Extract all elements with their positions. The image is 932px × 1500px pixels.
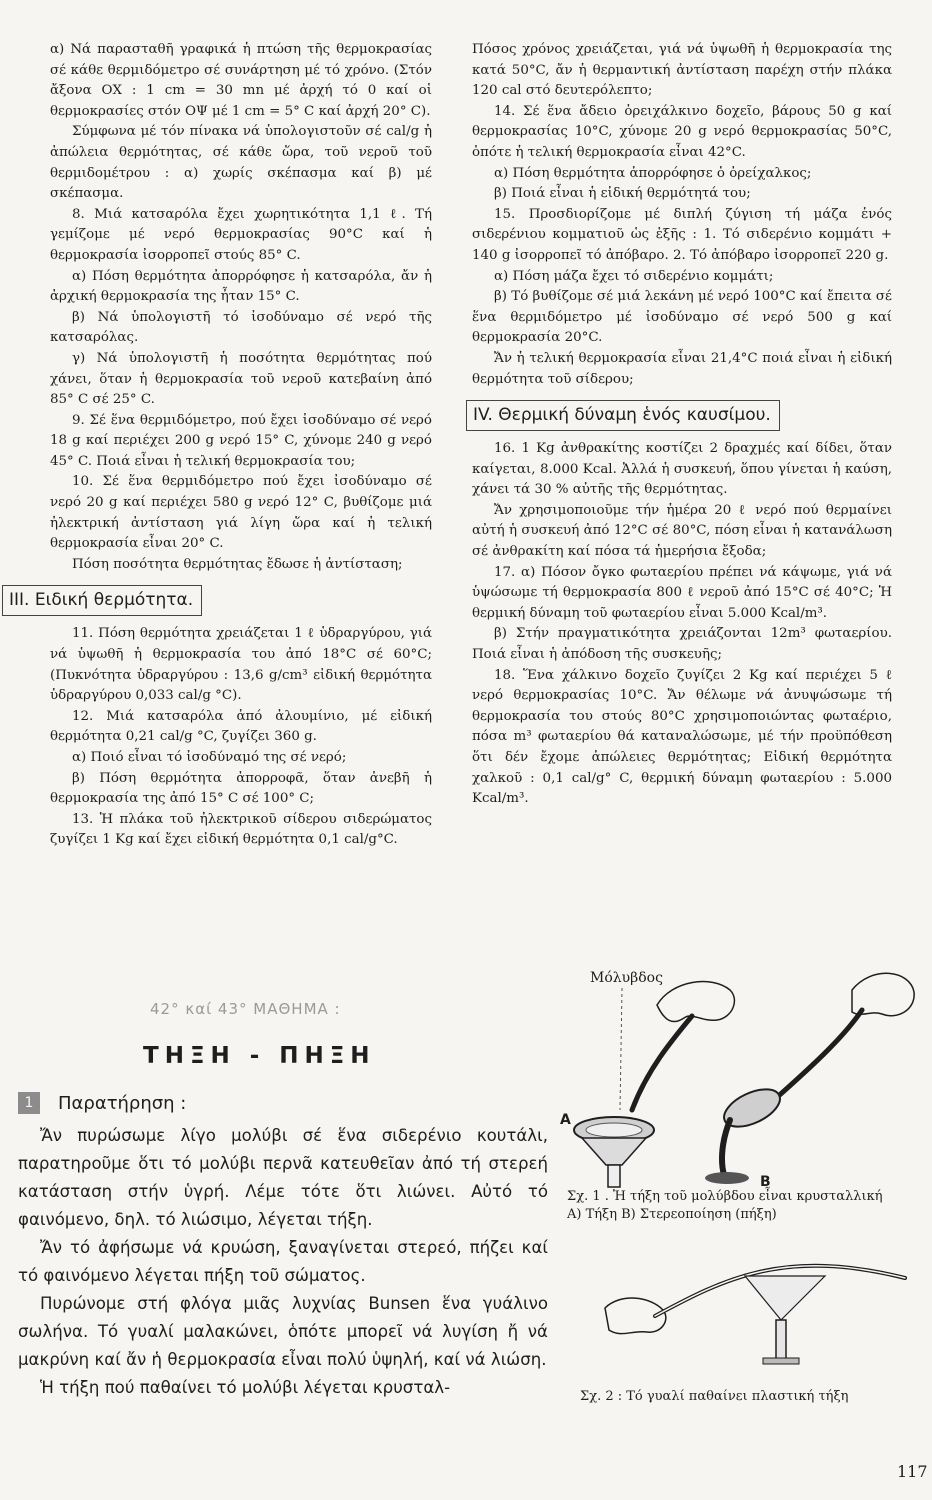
figure1-caption [567,1188,907,1224]
paragraph: Ἄν πυρώσωμε λίγο μολύβι σέ ἕνα σιδερένιο κουτάλι, παρατηροῦμε ὅτι τό μολύβι περνᾶ κατευθεῖαν ἀπό τή στερεή κατάσταση στήν ὑγρή. Λέμε τότε ὅτι λιώνει. Αὐτό τό φαινόμενο, δηλ. τό λιώσιμο, λέγεται τήξη. [18,1126,548,1229]
burner-base [763,1358,799,1364]
figure-label-a: A [560,1112,571,1128]
paragraph: β) Πόση θερμότητα ἀπορροφᾶ, ὅταν ἀνεβῆ ἡ θερμοκρασία της ἀπό 15° C σέ 100° C; [50,770,432,807]
page-number: 117 [897,1462,928,1481]
chapter-title: ΤΗΞΗ - ΠΗΞΗ [143,1043,376,1069]
paragraph: β) Τό βυθίζομε σέ μιά λεκάνη μέ νερό 100°C καί ἔπειτα σέ ἕνα θερμιδόμετρο μέ ἰσοδύναμο σέ νερό 500 g καί θερμοκρασία 20°C. [472,289,892,346]
exercise-16: 16. 1 Kg ἀνθρακίτης κοστίζει 2 δραχμές καί δίδει, ὅταν καίγεται, 8.000 Kcal. Ἀλλά ἡ συσκευή, ὅπου γίνεται ἡ καύση, χάνει τά 30 % αὐτῆς τῆς θερμότητας. [472,441,892,498]
right-column [472,40,892,810]
figure-melting-lead [552,960,922,1190]
lead-puddle [705,1172,749,1184]
exercise-14: 14. Σέ ἕνα ἄδειο ὀρειχάλκινο δοχεῖο, βάρους 50 g καί θερμοκρασίας 10°C, χύνομε 20 g νερό θερμοκρασίας 50°C, ὁπότε ἡ τελική θερμοκρασία εἶναι 42°C. [472,103,892,160]
paragraph: β) Ποιά εἶναι ἡ εἰδική θερμότητά του; [494,186,751,202]
figure-glass-tube [585,1238,915,1368]
paragraph: Πόσος χρόνος χρειάζεται, γιά νά ὑψωθῆ ἡ θερμοκρασία της κατά 50°C, ἄν ἡ θερμαντική ἀντίσταση παρέχη στήν πλάκα 120 cal στό δευτερόλεπτο; [472,42,892,99]
funnel-stem [608,1165,620,1187]
paragraph: Πόση ποσότητα θερμότητας ἔδωσε ἡ ἀντίσταση; [72,556,403,572]
observation-heading: Παρατήρηση : [58,1092,187,1114]
exercise-8: 8. Μιά κατσαρόλα ἔχει χωρητικότητα 1,1 ℓ. Τή γεμίζομε μέ νερό θερμοκρασίας 90°C καί ἡ θερμοκρασία ἰσορροπεῖ στούς 85° C. [50,206,432,263]
caption-line: Σχ. 1 . Ἡ τήξη τοῦ μολύβδου εἶναι κρυσταλλική [567,1189,883,1204]
paragraph: Ἄν τό ἀφήσωμε νά κρυώση, ξαναγίνεται στερεό, πήζει καί τό φαινόμενο λέγεται πήξη τοῦ σώματος. [18,1238,548,1285]
figure-label-b: B [760,1174,771,1190]
paragraph: γ) Νά ὑπολογιστῆ ἡ ποσότητα θερμότητας πού χάνει, ὅταν ἡ θερμοκρασία τοῦ νεροῦ κατεβαίνη ἀπό 85° C σέ 25° C. [50,350,432,408]
observation-section [18,1092,548,1402]
figure2-caption: Σχ. 2 : Τό γυαλί παθαίνει πλαστική τήξη [580,1389,849,1404]
lesson-label: 42° καί 43° ΜΑΘΗΜΑ : [150,1000,341,1018]
exercise-11: 11. Πόση θερμότητα χρειάζεται 1 ℓ ὑδραργύρου, γιά νά ὑψωθῆ ἡ θερμοκρασία του ἀπό 18°C σέ 60°C; (Πυκνότητα ὑδραργύρου : 13,6 g/cm³ εἰδική θερμότητα ὑδραργύρου 0,033 cal/g °C). [50,626,432,704]
funnel-icon [582,1138,646,1165]
bunsen-burner-icon [776,1320,786,1360]
section-heading-iv: IV. Θερμική δύναμη ἑνός καυσίμου. [466,400,780,431]
paragraph: Ἡ τήξη πού παθαίνει τό μολύβι λέγεται κρυσταλ- [40,1378,451,1397]
exercise-12: 12. Μιά κατσαρόλα ἀπό ἀλουμίνιο, μέ εἰδική θερμότητα 0,21 cal/g °C, ζυγίζει 360 g. [50,708,432,745]
observation-header [18,1092,548,1114]
paragraph: α) Ποιό εἶναι τό ἰσοδύναμό της σέ νερό; [72,750,347,765]
leader-line [620,988,622,1110]
paragraph: Ἄν ἡ τελική θερμοκρασία εἶναι 21,4°C ποιά εἶναι ἡ εἰδική θερμότητα τοῦ σίδερου; [472,350,892,387]
flame-icon [745,1276,825,1320]
pouring-stream [722,1120,730,1175]
figure-label-lead: Μόλυβδος [590,970,663,986]
exercise-9: 9. Σέ ἕνα θερμιδόμετρο, πού ἔχει ἰσοδύναμο σέ νερό 18 g καί περιέχει 200 g νερό 15° C, χύνομε 240 g νερό 45° C. Ποιά εἶναι ἡ τελική θερμοκρασία του; [50,412,432,469]
paragraph: α) Νά παρασταθῆ γραφικά ἡ πτώση τῆς θερμοκρασίας σέ κάθε θερμιδόμετρο σέ συνάρτηση μέ τό χρόνο. (Στόν ἄξονα ΟΧ : 1 cm = 30 mn μέ ἀρχή τό 0 καί οἱ θερμοκρασίες στόν ΟΨ μέ 1 cm = 5° C καί ἀρχή 20° C). [50,42,432,119]
paragraph: α) Πόση θερμότητα ἀπορρόφησε ὁ ὀρείχαλκος; [494,165,812,181]
paragraph: β) Νά ὑπολογιστῆ τό ἰσοδύναμο σέ νερό τῆς κατσαρόλας. [50,309,432,346]
paragraph: Ἄν χρησιμοποιοῦμε τήν ἡμέρα 20 ℓ νερό πού θερμαίνει αὐτή ἡ συσκευή ἀπό 12°C σέ 80°C, πόση εἶναι ἡ κατανάλωση σέ ἀνθρακίτη καί πόσα τά ἡμερήσια ἔξοδα; [472,502,892,560]
spoon-handle-b [774,1010,862,1100]
exercise-18: 18. Ἕνα χάλκινο δοχεῖο ζυγίζει 2 Kg καί περιέχει 5 ℓ νερό θερμοκρασίας 10°C. Ἄν θέλωμε νά ἀνυψώσωμε τή θερμοκρασία του στούς 80°C χρησιμοποιώντας φωταέριο, πόσα m³ φωταερίου θά καταναλώσωμε, μέ τήν προϋπόθεση ὅτι δέν ἔχομε ἀπώλειες θερμότητας; Εἰδική θερμότητα χαλκοῦ : 0,1 cal/g° C, θερμική δύναμη φωταερίου : 5.000 Kcal/m³. [472,667,892,807]
exercise-17: 17. α) Πόσον ὄγκο φωταερίου πρέπει νά κάψωμε, γιά νά ὑψώσωμε τή θερμοκρασία 800 ℓ νεροῦ ἀπό 15°C σέ 40°C; Ἡ θερμική δύναμη τοῦ φωταερίου εἶναι 5.000 Kcal/m³. [472,564,892,621]
section-number-badge: 1 [18,1092,40,1114]
caption-line: A) Τήξη B) Στερεοποίηση (πήξη) [567,1207,777,1222]
observation-body [18,1122,548,1402]
section-heading-iii: III. Ειδική θερμότητα. [2,585,202,616]
exercise-10: 10. Σέ ἕνα θερμιδόμετρο πού ἔχει ἰσοδύναμο σέ νερό 20 g καί περιέχει 580 g νερό 12° C, βυθίζομε μιά ἠλεκτρική ἀντίσταση γιά λίγη ὥρα καί ἡ τελική θερμοκρασία εἶναι 20° C. [50,474,432,552]
paragraph: Πυρώνομε στή φλόγα μιᾶς λυχνίας Bunsen ἕνα γυάλινο σωλήνα. Τό γυαλί μαλακώνει, ὁπότε μπορεῖ νά λυγίση ἤ νά μακρύνη καί ἄν ἡ θερμοκρασία εἶναι πολύ ὑψηλή, καί νά λιώση. [18,1294,548,1369]
left-column [9,40,432,851]
paragraph: Σύμφωνα μέ τόν πίνακα νά ὑπολογιστοῦν σέ cal/g ἡ ἀπώλεια θερμότητας, σέ κάθε ὥρα, τοῦ νεροῦ τοῦ θερμιδομέτρου : α) χωρίς σκέπασμα καί β) μέ σκέπασμα. [50,124,432,202]
spoon-handle-a [632,1016,692,1110]
paragraph: α) Πόση θερμότητα ἀπορρόφησε ἡ κατσαρόλα, ἄν ἡ ἀρχική θερμοκρασία της ἦταν 15° C. [50,268,432,305]
hand-a-icon [657,982,734,1022]
molten-lead [586,1123,642,1137]
paragraph: β) Στήν πραγματικότητα χρειάζονται 12m³ φωταερίου. Ποιά εἶναι ἡ ἀπόδοση τῆς συσκευῆς; [472,626,892,663]
paragraph: α) Πόση μάζα ἔχει τό σιδερένιο κομμάτι; [494,268,774,284]
exercise-13: 13. Ἡ πλάκα τοῦ ἠλεκτρικοῦ σίδερου σιδερώματος ζυγίζει 1 Kg καί ἔχει εἰδική θερμότητα 0,1 cal/g°C. [50,811,432,848]
exercise-15: 15. Προσδιορίζομε μέ διπλή ζύγιση τή μάζα ἑνός σιδερένιου κομματιοῦ ὡς ἑξῆς : 1. Τό σιδερένιο κομμάτι + 140 g ἰσορροπεῖ τό ἀπόβαρο. 2. Τό ἀπόβαρο ἰσορροπεῖ 220 g. [472,206,892,263]
